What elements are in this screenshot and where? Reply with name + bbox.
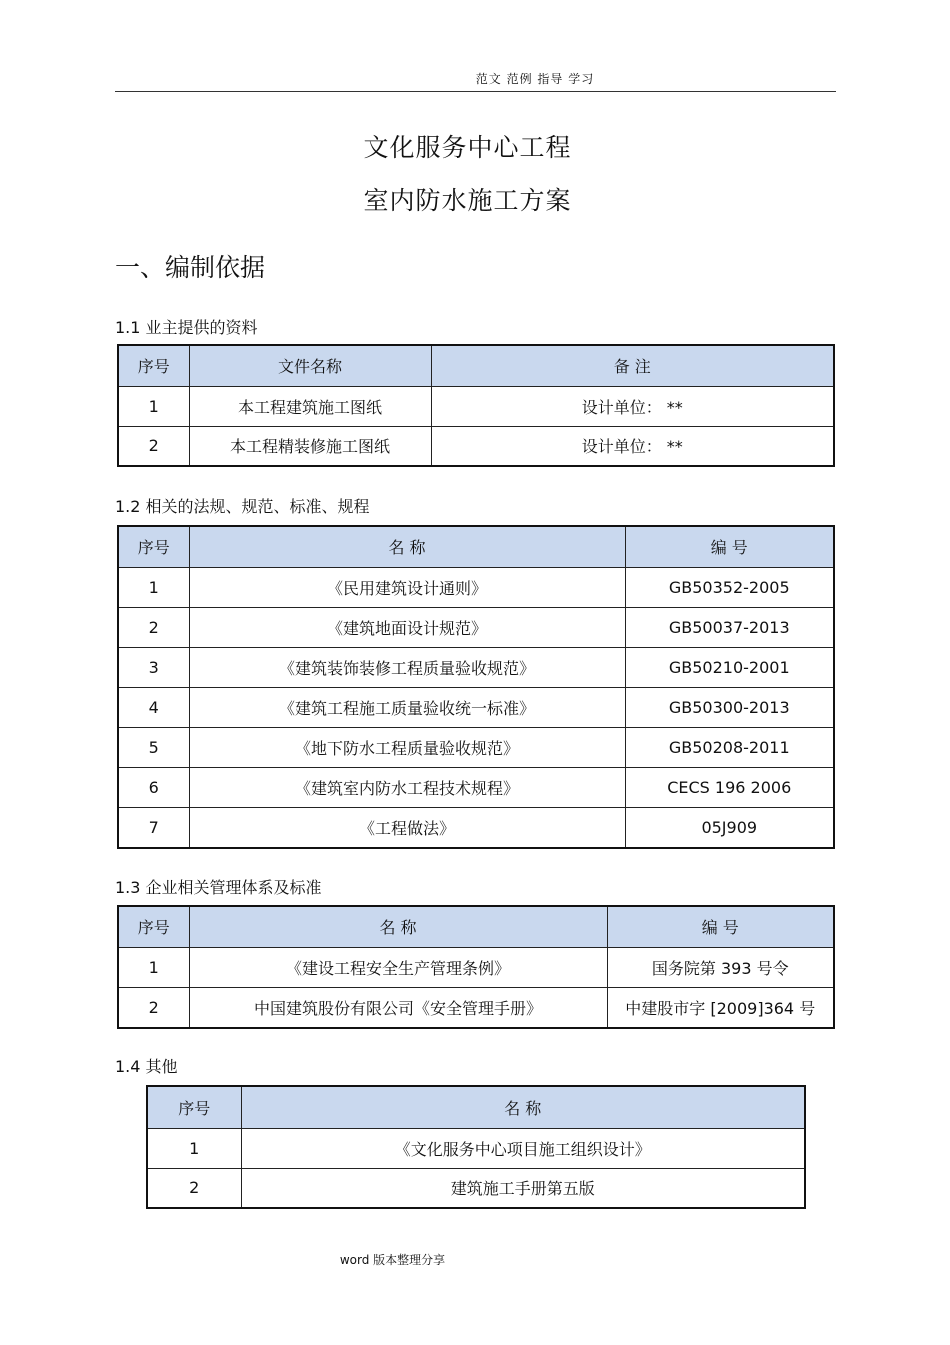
cell: 本工程建筑施工图纸 <box>189 386 431 426</box>
cell: 1 <box>147 1128 241 1168</box>
table-row <box>118 386 834 426</box>
cell: CECS 196 2006 <box>625 767 834 807</box>
cell: 6 <box>118 767 189 807</box>
subsection-heading-1-1: 1.1 业主提供的资料 <box>115 318 258 337</box>
document-subtitle: 室内防水施工方案 <box>363 186 572 215</box>
header-rule <box>115 91 836 92</box>
page-header: 范文 范例 指导 学习 <box>475 72 595 86</box>
table-row <box>118 807 834 848</box>
column-header: 名 称 <box>189 526 625 567</box>
section-heading: 一、编制依据 <box>115 253 266 282</box>
cell: 1 <box>118 947 189 987</box>
cell: 《建设工程安全生产管理条例》 <box>189 947 607 987</box>
table-row <box>118 687 834 727</box>
cell: 05J909 <box>625 807 834 848</box>
table-row <box>118 987 834 1028</box>
column-header: 文件名称 <box>189 345 431 386</box>
cell: 2 <box>118 607 189 647</box>
table-row <box>118 426 834 466</box>
cell: GB50300-2013 <box>625 687 834 727</box>
cell: 建筑施工手册第五版 <box>241 1168 805 1208</box>
column-header: 名 称 <box>189 906 607 947</box>
column-header: 编 号 <box>625 526 834 567</box>
table-row <box>118 947 834 987</box>
cell: 3 <box>118 647 189 687</box>
page-footer: word 版本整理分享 <box>339 1253 446 1267</box>
table-row <box>118 767 834 807</box>
subsection-heading-1-2: 1.2 相关的法规、规范、标准、规程 <box>115 497 370 516</box>
cell: 2 <box>118 987 189 1028</box>
cell: GB50352-2005 <box>625 567 834 607</box>
cell: 4 <box>118 687 189 727</box>
cell: GB50208-2011 <box>625 727 834 767</box>
table-row <box>147 1128 805 1168</box>
column-header: 编 号 <box>607 906 834 947</box>
cell: 5 <box>118 727 189 767</box>
table-row <box>118 727 834 767</box>
table-row <box>147 1168 805 1208</box>
column-header: 名 称 <box>241 1086 805 1128</box>
table-row <box>118 567 834 607</box>
cell: 《工程做法》 <box>189 807 625 848</box>
table-enterprise-standards <box>117 905 835 1029</box>
subsection-heading-1-4: 1.4 其他 <box>115 1057 178 1076</box>
cell: 2 <box>147 1168 241 1208</box>
cell: 7 <box>118 807 189 848</box>
cell: 《地下防水工程质量验收规范》 <box>189 727 625 767</box>
column-header: 序号 <box>118 345 189 386</box>
cell: GB50037-2013 <box>625 607 834 647</box>
table-row <box>118 607 834 647</box>
table-other <box>146 1085 806 1209</box>
cell: 《建筑工程施工质量验收统一标准》 <box>189 687 625 727</box>
cell: 中国建筑股份有限公司《安全管理手册》 <box>189 987 607 1028</box>
cell: 设计单位： ** <box>431 426 834 466</box>
cell: 《建筑地面设计规范》 <box>189 607 625 647</box>
table-regulations <box>117 525 835 849</box>
table-row <box>118 647 834 687</box>
column-header: 备 注 <box>431 345 834 386</box>
table-owner-documents <box>117 344 835 467</box>
cell: 《民用建筑设计通则》 <box>189 567 625 607</box>
subsection-heading-1-3: 1.3 企业相关管理体系及标准 <box>115 878 322 897</box>
cell: 1 <box>118 567 189 607</box>
cell: 本工程精装修施工图纸 <box>189 426 431 466</box>
column-header: 序号 <box>118 526 189 567</box>
cell: 国务院第 393 号令 <box>607 947 834 987</box>
cell: GB50210-2001 <box>625 647 834 687</box>
cell: 1 <box>118 386 189 426</box>
cell: 《建筑装饰装修工程质量验收规范》 <box>189 647 625 687</box>
column-header: 序号 <box>118 906 189 947</box>
column-header: 序号 <box>147 1086 241 1128</box>
cell: 《文化服务中心项目施工组织设计》 <box>241 1128 805 1168</box>
document-title: 文化服务中心工程 <box>363 133 572 162</box>
cell: 《建筑室内防水工程技术规程》 <box>189 767 625 807</box>
cell: 设计单位： ** <box>431 386 834 426</box>
cell: 2 <box>118 426 189 466</box>
cell: 中建股市字 [2009]364 号 <box>607 987 834 1028</box>
